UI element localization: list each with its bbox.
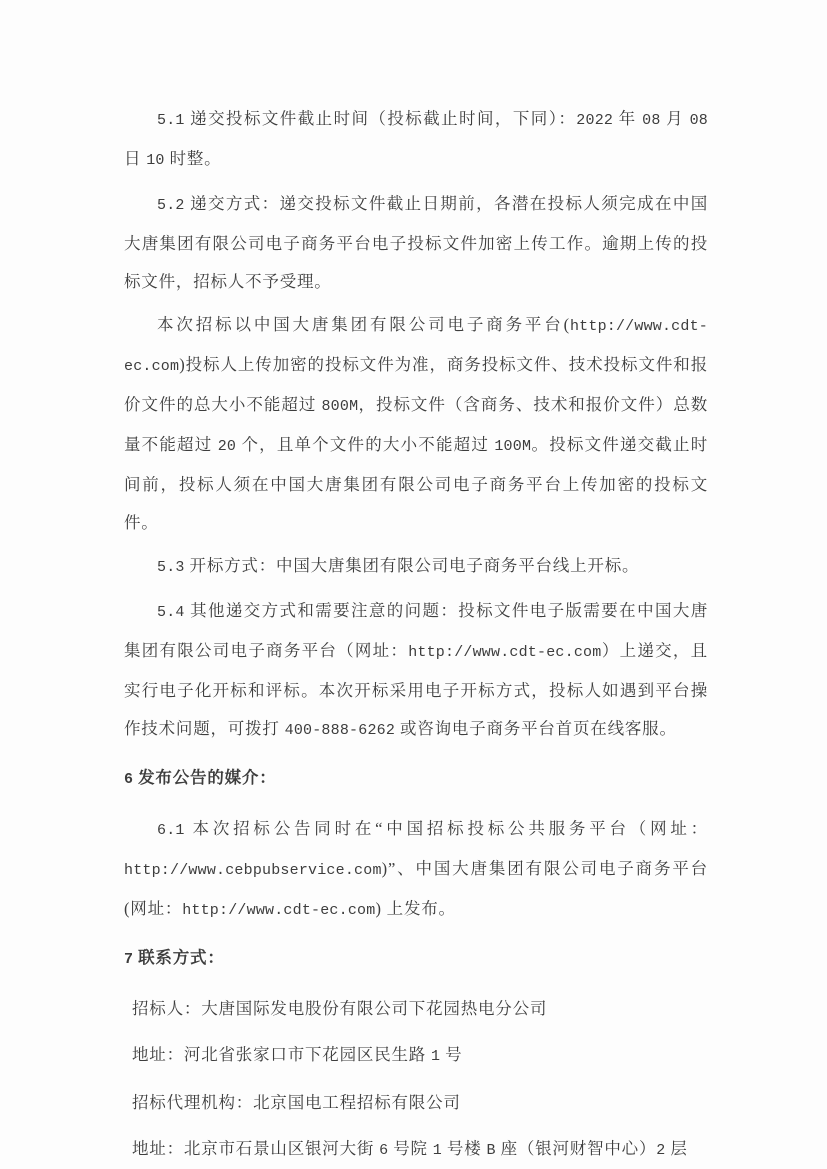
latin-text-run: 800M (321, 398, 359, 415)
latin-text-run: 2022 (576, 112, 614, 129)
latin-text-run: http://www.cdt-ec.com (182, 902, 376, 919)
latin-text-run: 08 (642, 112, 661, 129)
latin-text-run: 1 (432, 1142, 442, 1159)
paragraph: 5.3 开标方式：中国大唐集团有限公司电子商务平台线上开标。 (157, 556, 640, 576)
paragraph: 5.2 递交方式：递交投标文件截止日期前，各潜在投标人须完成在中国大唐集团有限公司电子商务平台电子投标文件加密上传工作。逾期上传的投标文件，招标人不予受理。 (124, 194, 708, 291)
latin-text-run: 6.1 (157, 822, 185, 839)
latin-text-run: http://www.cdt-ec.com (408, 644, 602, 661)
section-heading: 6 发布公告的媒介： (124, 768, 277, 788)
contact-line: 招标人：大唐国际发电股份有限公司下花园热电分公司 (132, 999, 548, 1018)
paragraph: 本次招标以中国大唐集团有限公司电子商务平台(http://www.cdt-ec.com)投标人上传加密的投标文件为准，商务投标文件、技术投标文件和报价文件的总大小不能超过 800M，投标文件（含商务、技术和报价文件）总数量不能超过 20 个，且单个文件的大小不能超过 100M。投标文件递交截止时间前，投标人须在中国大唐集团有限公司电子商务平台上传加密的投标文件。 (124, 315, 709, 532)
paragraph: 5.4 其他递交方式和需要注意的问题：投标文件电子版需要在中国大唐集团有限公司电子商务平台（网址：http://www.cdt-ec.com）上递交，且实行电子化开标和评标。本次开标采用电子开标方式，投标人如遇到平台操作技术问题，可拨打 400-888-6262 或咨询电子商务平台首页在线客服。 (124, 601, 708, 739)
latin-text-run: 6 (379, 1142, 389, 1159)
latin-text-run: 7 (124, 951, 134, 968)
latin-text-run: 2 (656, 1142, 666, 1159)
latin-text-run: 5.2 (157, 197, 185, 214)
latin-text-run: 5.3 (157, 559, 185, 576)
latin-text-run: 08 (689, 112, 708, 129)
contact-line: 地址：河北省张家口市下花园区民生路 1 号 (132, 1045, 463, 1065)
contact-line: 地址：北京市石景山区银河大街 6 号院 1 号楼 B 座（银河财智中心）2 层 (132, 1139, 688, 1159)
latin-text-run: B (486, 1142, 496, 1159)
latin-text-run: http://www.cdt-ec.com (124, 318, 708, 375)
latin-text-run: 6 (124, 771, 134, 788)
latin-text-run: 5.1 (157, 112, 185, 129)
section-heading: 7 联系方式： (124, 948, 225, 968)
latin-text-run: 1 (431, 1048, 441, 1065)
latin-text-run: 400-888-6262 (284, 722, 396, 739)
latin-text-run: 10 (146, 152, 165, 169)
paragraph: 5.1 递交投标文件截止时间（投标截止时间，下同）：2022 年 08 月 08 日 10 时整。 (124, 109, 708, 169)
contact-line: 招标代理机构：北京国电工程招标有限公司 (132, 1093, 461, 1112)
latin-text-run: 5.4 (157, 604, 185, 621)
latin-text-run: http://www.cebpubservice.com (124, 862, 382, 879)
latin-text-run: 100M (494, 438, 532, 455)
latin-text-run: 20 (217, 438, 237, 455)
paragraph: 6.1 本次招标公告同时在“中国招标投标公共服务平台（网址：http://www.cebpubservice.com)”、中国大唐集团有限公司电子商务平台(网址：http://www.cdt-ec.com) 上发布。 (124, 819, 708, 919)
